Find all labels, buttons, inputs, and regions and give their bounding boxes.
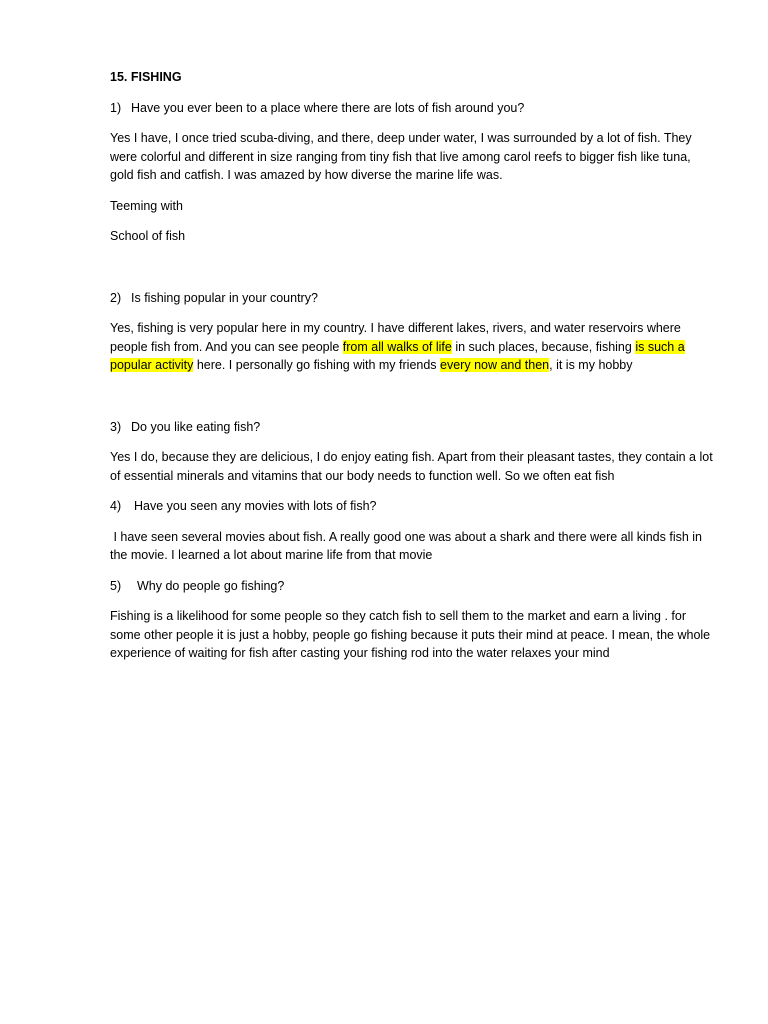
answer-3: Yes I do, because they are delicious, I do enjoy eating fish. Apart from their pleasant tastes, they contain a lot of essential minerals and vitamins that our body needs to function well. So we often eat fish bbox=[110, 450, 713, 483]
answer-5: Fishing is a likelihood for some people so they catch fish to sell them to the market and earn a living . for some other people it is just a hobby, people go fishing because it puts their mind at peace. I mean, the whole experience of waiting for fish after casting your fishing rod into the water relaxes your mind bbox=[110, 609, 711, 660]
answer-2 bbox=[110, 319, 715, 375]
document-title: 15. FISHING bbox=[110, 70, 182, 84]
highlight-popular-activity: is such a popular activity bbox=[110, 339, 685, 372]
question-1-text: Have you ever been to a place where there are lots of fish around you? bbox=[131, 100, 525, 115]
question-2-number: 2) bbox=[110, 290, 122, 305]
document-page bbox=[110, 68, 715, 675]
answer-4: I have seen several movies about fish. A really good one was about a shark and there were all kinds fish in the movie. I learned a lot about marine life from that movie bbox=[110, 529, 703, 562]
question-2 bbox=[110, 289, 715, 308]
question-3 bbox=[110, 418, 715, 437]
vocab-teeming-with: Teeming with bbox=[110, 198, 183, 213]
question-1-number: 1) bbox=[110, 100, 122, 115]
vocab-school-of-fish: School of fish bbox=[110, 229, 186, 243]
answer-2-part-4: , it is my hobby bbox=[549, 358, 633, 372]
answer-2-part-2: in such places, because, fishing bbox=[451, 339, 636, 354]
question-4 bbox=[110, 497, 715, 516]
question-5-number: 5) bbox=[110, 578, 122, 593]
highlight-every-now-and-then: every now and then bbox=[440, 358, 550, 372]
question-3-number: 3) bbox=[110, 419, 122, 434]
spacer bbox=[110, 258, 715, 289]
question-5 bbox=[110, 577, 715, 596]
question-2-text: Is fishing popular in your country? bbox=[131, 290, 318, 305]
question-1 bbox=[110, 99, 715, 118]
spacer bbox=[110, 387, 715, 418]
answer-2-part-1: Yes, fishing is very popular here in my country. I have different lakes, rivers, and water reservoirs where people fish from. And you can see people bbox=[110, 321, 681, 354]
answer-1: Yes I have, I once tried scuba-diving, and there, deep under water, I was surrounded by a lot of fish. They were colorful and different in size ranging from tiny fish that live among carol reefs to bigger fish like tuna, gold fish and catfish. I was amazed by how diverse the marine life was. bbox=[110, 131, 692, 182]
question-4-number: 4) bbox=[110, 499, 122, 513]
question-4-text: Have you seen any movies with lots of fish? bbox=[134, 499, 377, 513]
answer-2-part-3: here. I personally go fishing with my friends bbox=[193, 358, 441, 372]
question-5-text: Why do people go fishing? bbox=[137, 578, 285, 593]
question-3-text: Do you like eating fish? bbox=[131, 419, 261, 434]
highlight-from-all-walks-of-life: from all walks of life bbox=[342, 339, 452, 354]
